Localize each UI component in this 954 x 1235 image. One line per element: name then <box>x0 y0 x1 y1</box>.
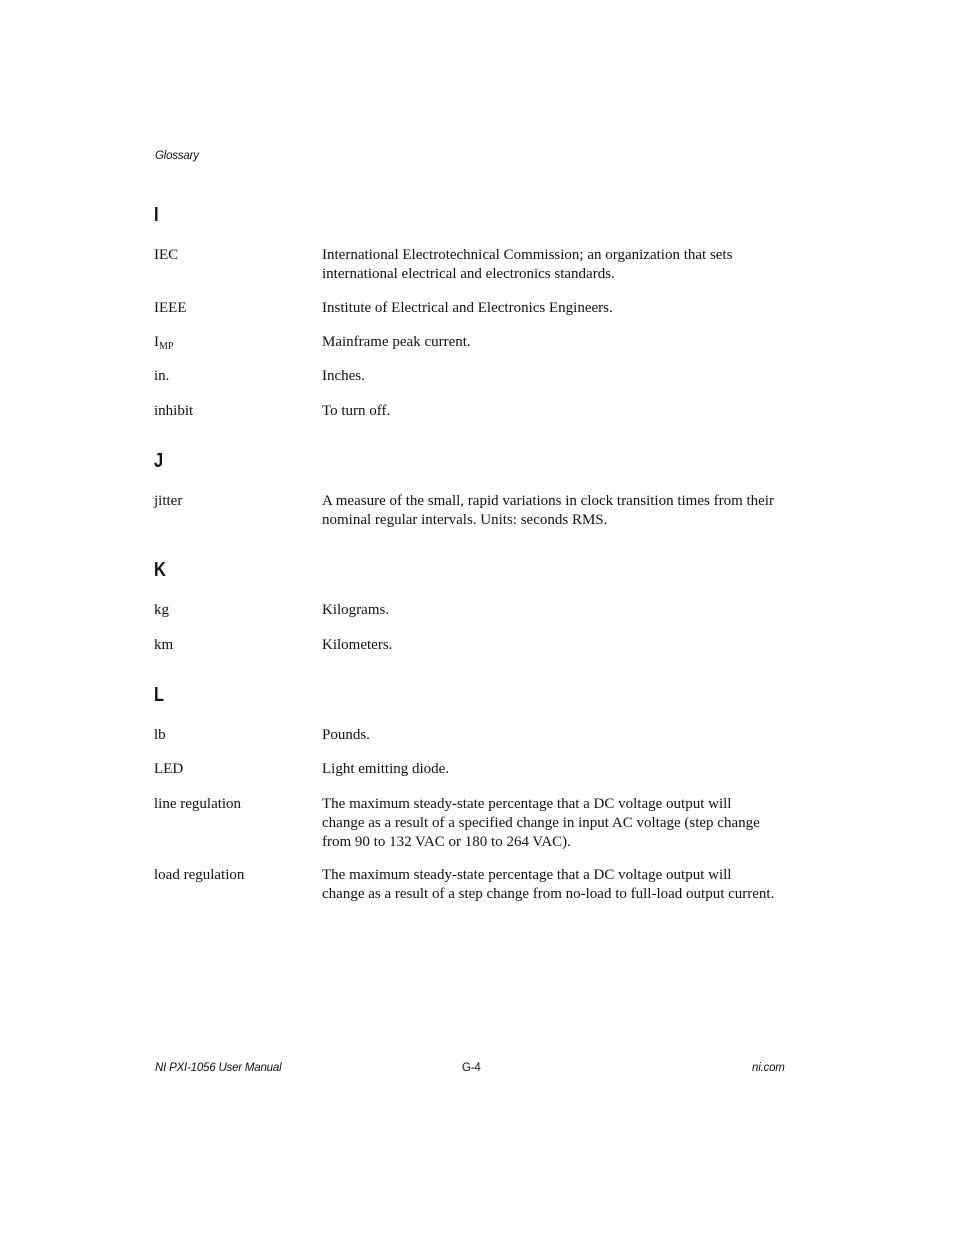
definition-line: International Electrotechnical Commission; an organization that sets <box>322 247 733 263</box>
footer-page-number: G-4 <box>462 1062 481 1074</box>
footer-manual-title: NI PXI-1056 User Manual <box>155 1062 282 1074</box>
running-head: Glossary <box>155 150 199 162</box>
definition-line: Institute of Electrical and Electronics Engineers. <box>322 300 613 316</box>
definition-line: A measure of the small, rapid variations in clock transition times from their <box>322 493 774 509</box>
definition-line: Kilometers. <box>322 637 393 653</box>
term-load-regulation: load regulation <box>154 867 245 883</box>
definition-line: Mainframe peak current. <box>322 334 471 350</box>
definition-line: change as a result of a specified change in input AC voltage (step change <box>322 815 760 831</box>
section-letter-l: L <box>154 684 165 706</box>
definition-lb <box>322 726 792 745</box>
section-letter-i: I <box>154 204 159 226</box>
definition-jitter <box>322 492 792 530</box>
definition-line: Pounds. <box>322 727 370 743</box>
term-km: km <box>154 637 174 653</box>
definition-line: The maximum steady-state percentage that a DC voltage output will <box>322 796 732 812</box>
term-imp-subscript: MP <box>159 341 174 352</box>
definition-line: change as a result of a step change from no-load to full-load output current. <box>322 886 775 902</box>
definition-ieee <box>322 299 792 318</box>
definition-line: The maximum steady-state percentage that a DC voltage output will <box>322 867 732 883</box>
term-lb: lb <box>154 727 166 743</box>
definition-line: nominal regular intervals. Units: seconds RMS. <box>322 512 608 528</box>
term-line-regulation: line regulation <box>154 796 242 812</box>
definition-line: international electrical and electronics standards. <box>322 266 615 282</box>
term-iec: IEC <box>154 247 179 263</box>
term-imp <box>154 333 173 352</box>
definition-line: To turn off. <box>322 403 391 419</box>
definition-line: Light emitting diode. <box>322 761 450 777</box>
section-letter-k: K <box>154 559 166 581</box>
definition-inhibit <box>322 402 792 421</box>
section-letter-j: J <box>154 450 164 472</box>
definition-km <box>322 636 792 655</box>
footer-website: ni.com <box>752 1062 785 1074</box>
definition-line: Inches. <box>322 368 365 384</box>
term-kg: kg <box>154 602 169 618</box>
definition-led <box>322 760 792 779</box>
definition-line: Kilograms. <box>322 602 390 618</box>
definition-imp <box>322 333 792 352</box>
definition-line: from 90 to 132 VAC or 180 to 264 VAC). <box>322 834 571 850</box>
term-jitter: jitter <box>154 493 183 509</box>
term-in: in. <box>154 368 170 384</box>
definition-iec <box>322 246 792 284</box>
term-ieee: IEEE <box>154 300 187 316</box>
definition-in <box>322 367 792 386</box>
definition-load-regulation <box>322 866 792 904</box>
term-imp-base: I <box>154 334 159 350</box>
definition-line-regulation <box>322 795 792 852</box>
definition-kg <box>322 601 792 620</box>
term-led: LED <box>154 761 184 777</box>
term-inhibit: inhibit <box>154 403 194 419</box>
